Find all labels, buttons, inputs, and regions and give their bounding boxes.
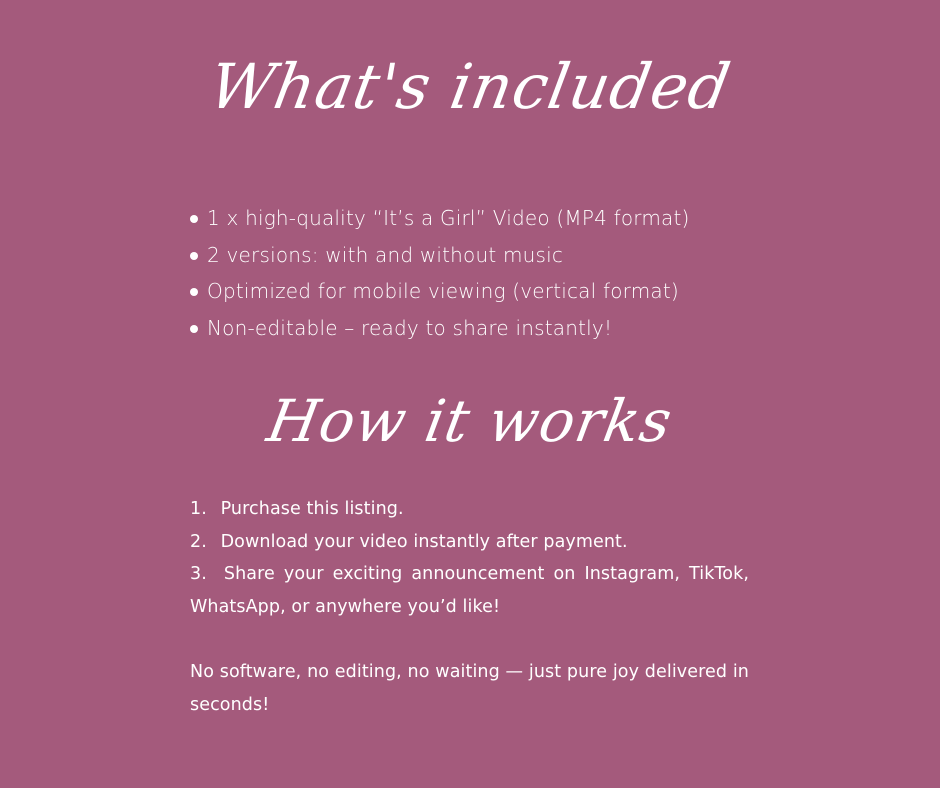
step-number: 1. <box>190 499 207 519</box>
step-item <box>190 558 749 623</box>
closing-text: No software, no editing, no waiting — just pure joy delivered in seconds! <box>190 662 749 715</box>
step-text: Download your video instantly after payment. <box>220 531 628 552</box>
included-list <box>190 200 790 346</box>
whats-included-heading: What's included <box>203 50 737 123</box>
bullet-icon <box>190 252 198 260</box>
included-item-text: Non-editable – ready to share instantly! <box>207 315 613 340</box>
step-text: Share your exciting announcement on Instagram, TikTok, WhatsApp, or anywhere you’d like! <box>190 564 749 617</box>
bullet-icon <box>190 215 198 223</box>
included-item-text: 2 versions: with and without music <box>207 242 564 267</box>
list-item <box>190 310 790 347</box>
steps-list <box>190 493 749 623</box>
list-item <box>190 237 790 274</box>
list-item <box>190 273 790 310</box>
step-text: Purchase this listing. <box>220 499 404 519</box>
step-number: 2. <box>190 531 207 552</box>
how-it-works-heading: How it works <box>262 387 678 455</box>
bullet-icon <box>190 325 198 333</box>
included-item-text: 1 x high-quality “It’s a Girl” Video (MP4 format) <box>207 206 690 230</box>
included-item-text: Optimized for mobile viewing (vertical format) <box>207 279 679 303</box>
step-number: 3. <box>190 564 207 584</box>
list-item <box>190 200 790 237</box>
step-item <box>190 493 749 526</box>
bullet-icon <box>190 288 198 296</box>
step-item <box>190 526 749 559</box>
